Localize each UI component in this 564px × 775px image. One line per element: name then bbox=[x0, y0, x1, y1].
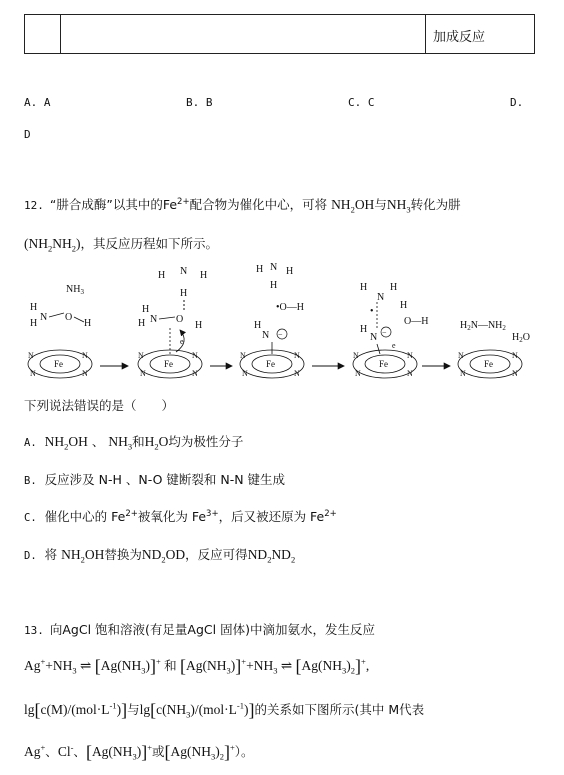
svg-text:N: N bbox=[270, 262, 278, 273]
stem-text: 、 bbox=[45, 744, 58, 759]
svg-text:N: N bbox=[370, 332, 378, 343]
stem-text: 的关系如下图所示(其中 M代表 bbox=[254, 702, 425, 717]
svg-text:N: N bbox=[512, 369, 518, 378]
svg-text:e: e bbox=[392, 341, 396, 350]
svg-text:N: N bbox=[355, 369, 361, 378]
choice-text: 、 bbox=[91, 434, 105, 449]
choice-text: ，反应可得 bbox=[185, 547, 248, 562]
svg-text:•: • bbox=[370, 306, 374, 317]
svg-text:e: e bbox=[180, 337, 184, 346]
choice-b[interactable] bbox=[24, 470, 285, 488]
svg-text:N: N bbox=[458, 351, 464, 360]
svg-text:N: N bbox=[407, 369, 413, 378]
choice-text: 被氧化为 Fe bbox=[137, 509, 207, 524]
q12-prompt: 下列说法错误的是（ ） bbox=[24, 398, 175, 413]
svg-text:H: H bbox=[400, 300, 408, 311]
svg-text:N: N bbox=[242, 369, 248, 378]
choice-text: 反应涉及 N-H 、N-O 键断裂和 N-N 键生成 bbox=[44, 472, 286, 487]
svg-text:N: N bbox=[460, 369, 466, 378]
q12-stem-line1: 12. “肼合成酶”以其中的$Fe^{2+}$配合物为催化中心，可将 $NH_2OH$与$NH_3$转化为肼 bbox=[24, 196, 461, 215]
choice-d[interactable]: D. 将 $NH_2OH$替换为$ND_2OD$，反应可得$ND_2ND_2$ bbox=[24, 547, 296, 565]
svg-text:Fe: Fe bbox=[484, 359, 493, 369]
table-divider bbox=[425, 15, 426, 53]
svg-text:N: N bbox=[30, 369, 36, 378]
table-cell-reaction-type: 加成反应 bbox=[433, 30, 486, 45]
svg-text:N: N bbox=[294, 369, 300, 378]
svg-text:Fe: Fe bbox=[164, 359, 173, 369]
option-c: C. C bbox=[348, 96, 375, 109]
svg-text:N: N bbox=[192, 369, 198, 378]
svg-text:O—H: O—H bbox=[404, 316, 429, 327]
option-b: B. B bbox=[186, 96, 213, 109]
svg-text:N: N bbox=[82, 369, 88, 378]
stem-text: ）。 bbox=[234, 744, 254, 759]
svg-text:N: N bbox=[353, 351, 359, 360]
svg-text:H: H bbox=[256, 264, 264, 275]
svg-text:−: − bbox=[278, 330, 283, 339]
svg-text:N: N bbox=[40, 312, 48, 323]
svg-text:H: H bbox=[360, 282, 368, 293]
stem-text: 转化为肼 bbox=[410, 197, 461, 212]
svg-text:N: N bbox=[192, 351, 198, 360]
svg-text:H: H bbox=[84, 318, 92, 329]
svg-text:N: N bbox=[180, 266, 188, 277]
q13-equations: $Ag^++NH_3$ ⇌ $[Ag(NH_3)]^+$ 和 $[Ag(NH_3)]^++NH_3$ ⇌ $[Ag(NH_3)_2]^+$, bbox=[24, 656, 370, 676]
svg-text:H: H bbox=[30, 318, 38, 329]
svg-text:H2N—NH2: $H_2N—NH_2$ bbox=[460, 320, 506, 332]
svg-text:N: N bbox=[138, 351, 144, 360]
svg-text:H2O: $H_2O$ bbox=[512, 332, 530, 344]
choice-a[interactable]: A. $NH_2OH$ 、 $NH_3$和$H_2O$均为极性分子 bbox=[24, 434, 244, 452]
svg-text:H: H bbox=[390, 282, 398, 293]
choice-label: C. bbox=[24, 512, 37, 524]
choice-text: 均为极性分子 bbox=[168, 434, 244, 449]
option-a: A. A bbox=[24, 96, 51, 109]
svg-text:H: H bbox=[286, 266, 294, 277]
question-number: 12. bbox=[24, 199, 44, 212]
svg-text:−: − bbox=[382, 328, 387, 337]
svg-text:H: H bbox=[142, 304, 150, 315]
svg-text:N: N bbox=[150, 314, 158, 325]
q12-stem-line2: $(NH_2NH_2)$，其反应历程如下所示。 bbox=[24, 236, 219, 254]
svg-text:O: O bbox=[176, 314, 184, 325]
nh3-label: $NH_3$ bbox=[66, 284, 84, 296]
svg-text:O: O bbox=[65, 312, 73, 323]
choice-label: B. bbox=[24, 475, 37, 487]
stem-text: 与 bbox=[127, 702, 140, 717]
choice-c[interactable]: C. 催化中心的 $Fe^{2+}$被氧化为 $Fe^{3+}$，后又被还原为 $Fe^{2+}$ bbox=[24, 508, 337, 524]
choice-label: D. bbox=[24, 550, 37, 562]
choice-text: 催化中心的 Fe bbox=[44, 509, 126, 524]
svg-text:H: H bbox=[30, 302, 38, 313]
choice-text: 将 bbox=[44, 547, 58, 562]
option-d-label: D. bbox=[510, 96, 524, 109]
stem-text: ，其反应历程如下所示。 bbox=[80, 236, 219, 251]
svg-text:N: N bbox=[377, 292, 385, 303]
stem-text: 配合物为催化中心，可将 bbox=[189, 197, 328, 212]
q13-line3: $\lg[c(M)/(mol\cdot L^{-1})]$与$\lg[c(NH_3)/(mol\cdot L^{-1})]$的关系如下图所示(其中 M代表 bbox=[24, 700, 425, 720]
choice-text: 替换为 bbox=[104, 547, 142, 562]
svg-text:H: H bbox=[158, 270, 166, 281]
svg-text:N: N bbox=[294, 351, 300, 360]
svg-text:Fe: Fe bbox=[54, 359, 63, 369]
option-d-text: D bbox=[24, 128, 31, 141]
choice-label: A. bbox=[24, 437, 37, 449]
choice-text: 和 bbox=[132, 434, 145, 449]
svg-text:H: H bbox=[360, 324, 368, 335]
svg-text:Fe: Fe bbox=[266, 359, 275, 369]
reaction-mechanism-diagram bbox=[20, 262, 550, 392]
svg-text:•O—H: •O—H bbox=[276, 302, 304, 313]
svg-text:H: H bbox=[200, 270, 208, 281]
svg-text:N: N bbox=[140, 369, 146, 378]
svg-text:N: N bbox=[28, 351, 34, 360]
svg-text:H: H bbox=[138, 318, 146, 329]
svg-text:H: H bbox=[195, 320, 203, 331]
svg-text:N: N bbox=[407, 351, 413, 360]
choice-text: ，后又被还原为 Fe bbox=[218, 509, 325, 524]
q13-line4: Ag+、Cl-、$[Ag(NH_3)]^+$或$[Ag(NH_3)_2]^+$）。 bbox=[24, 742, 254, 762]
svg-text:N: N bbox=[82, 351, 88, 360]
table-divider bbox=[60, 15, 61, 53]
stem-text: 向AgCl 饱和溶液(有足量AgCl 固体)中滴加氨水，发生反应 bbox=[49, 622, 375, 637]
svg-text:H: H bbox=[254, 320, 262, 331]
svg-text:N: N bbox=[262, 330, 270, 341]
svg-text:H: H bbox=[180, 288, 188, 299]
question-number: 13. bbox=[24, 624, 44, 637]
svg-text:N: N bbox=[240, 351, 246, 360]
stem-text: 或 bbox=[151, 744, 165, 759]
svg-text:N: N bbox=[512, 351, 518, 360]
stem-text: 与 bbox=[374, 197, 387, 212]
svg-text:Fe: Fe bbox=[379, 359, 388, 369]
q13-line1 bbox=[24, 620, 375, 638]
stem-text: “肼合成酶”以其中的Fe bbox=[49, 197, 178, 212]
stem-text: 、 bbox=[73, 744, 86, 759]
svg-text:H: H bbox=[270, 280, 278, 291]
